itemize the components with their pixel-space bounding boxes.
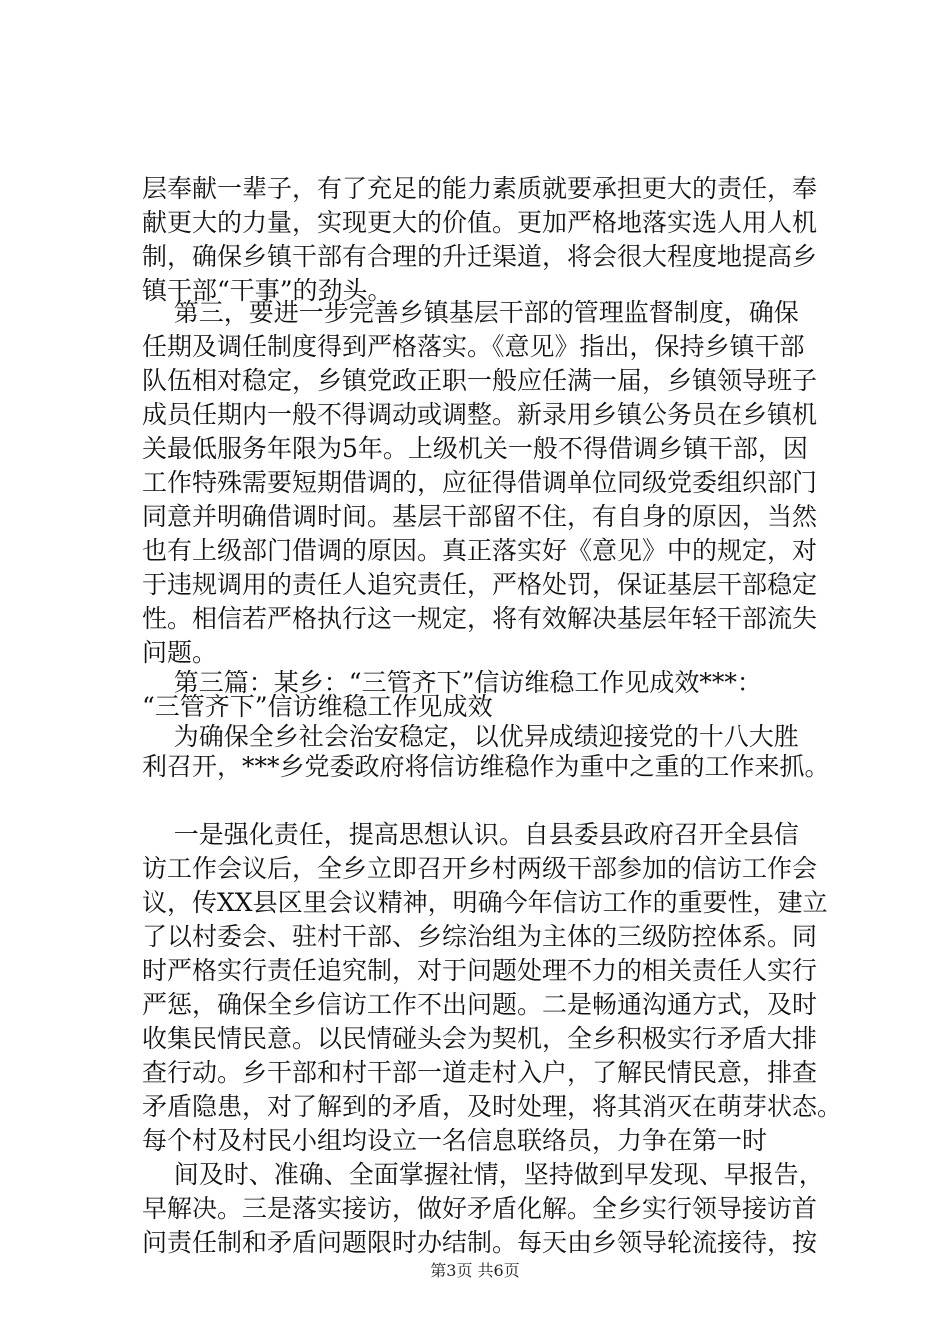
text-line: 为确保全乡社会治安稳定，以优异成绩迎接党的十八大胜 [142, 722, 799, 751]
text-line: 访工作会议后，全乡立即召开乡村两级干部参加的信访工作会 [142, 854, 818, 883]
text-line: 问责任制和矛盾问题限时办结制。每天由乡领导轮流接待，按 [142, 1228, 818, 1257]
text-line: 矛盾隐患，对了解到的矛盾，及时处理，将其消灭在萌芽状态。 [142, 1092, 843, 1121]
text-line: 性。相信若严格执行这一规定，将有效解决基层年轻干部流失 [142, 604, 818, 633]
text-line: 于违规调用的责任人追究责任，严格处罚，保证基层干部稳定 [142, 570, 818, 599]
text-line: 早解决。三是落实接访，做好矛盾化解。全乡实行领导接访首 [142, 1194, 818, 1223]
text-line: 收集民情民意。以民情碰头会为契机，全乡积极实行矛盾大排 [142, 1024, 818, 1053]
text-line: 间及时、准确、全面掌握社情，坚持做到早发现、早报告， [142, 1160, 824, 1189]
section-heading: “三管齐下”信访维稳工作见成效 [142, 692, 493, 721]
text-line: 工作特殊需要短期借调的，应征得借调单位同级党委组织部门 [142, 468, 818, 497]
text-line: 问题。 [142, 638, 218, 667]
text-line: 时严格实行责任追究制，对于问题处理不力的相关责任人实行 [142, 956, 818, 985]
text-line: 每个村及村民小组均设立一名信息联络员，力争在第一时 [142, 1126, 768, 1155]
text-line: 制，确保乡镇干部有合理的升迁渠道，将会很大程度地提高乡 [142, 242, 818, 271]
text-line: 也有上级部门借调的原因。真正落实好《意见》中的规定，对 [142, 536, 818, 565]
text-line: 任期及调任制度得到严格落实。《意见》指出，保持乡镇干部 [142, 332, 805, 361]
text-line: 同意并明确借调时间。基层干部留不住，有自身的原因，当然 [142, 502, 818, 531]
text-line: 一是强化责任，提高思想认识。自县委县政府召开全县信 [142, 820, 799, 849]
text-line: 了以村委会、驻村干部、乡综治组为主体的三级防控体系。同 [142, 922, 818, 951]
text-line: 成员任期内一般不得调动或调整。新录用乡镇公务员在乡镇机 [142, 400, 818, 429]
text-line: 严惩，确保全乡信访工作不出问题。二是畅通沟通方式，及时 [142, 990, 818, 1019]
page-footer: 第3页 共6页 [430, 1261, 520, 1280]
text-line: 第三，要进一步完善乡镇基层干部的管理监督制度，确保 [142, 298, 799, 327]
text-line: 利召开，***乡党委政府将信访维稳作为重中之重的工作来抓。 [142, 752, 830, 781]
text-line: 层奉献一辈子，有了充足的能力素质就要承担更大的责任，奉 [142, 174, 818, 203]
section-heading: 第三篇：某乡：“三管齐下”信访维稳工作见成效***： [142, 668, 762, 697]
text-line: 献更大的力量，实现更大的价值。更加严格地落实选人用人机 [142, 208, 818, 237]
text-line: 队伍相对稳定，乡镇党政正职一般应任满一届，乡镇领导班子 [142, 366, 818, 395]
text-line: 关最低服务年限为5年。上级机关一般不得借调乡镇干部，因 [142, 434, 808, 463]
text-line: 议，传XX县区里会议精神，明确今年信访工作的重要性，建立 [142, 888, 828, 917]
text-line: 查行动。乡干部和村干部一道走村入户，了解民情民意，排查 [142, 1058, 818, 1087]
text-line: 镇干部“干事”的劲头。 [142, 276, 393, 305]
